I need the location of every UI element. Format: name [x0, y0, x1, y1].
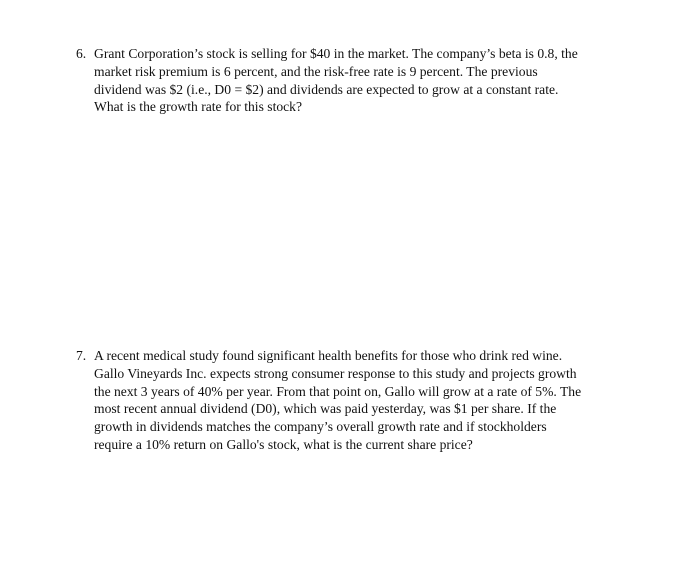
question-line: Grant Corporation’s stock is selling for $40 in the market. The company’s beta is 0.8, the	[94, 46, 578, 61]
question-text	[94, 45, 636, 116]
question-line: the next 3 years of 40% per year. From that point on, Gallo will grow at a rate of 5%. The	[94, 383, 582, 399]
question-line: A recent medical study found significant health benefits for those who drink red wine.	[94, 348, 563, 363]
question-7	[76, 347, 636, 454]
question-line: Gallo Vineyards Inc. expects strong consumer response to this study and projects growth	[94, 365, 577, 381]
question-line: What is the growth rate for this stock?	[94, 99, 303, 115]
question-number: 6.	[76, 46, 87, 61]
question-6	[76, 45, 636, 116]
question-line: most recent annual dividend (D0), which was paid yesterday, was $1 per share. If the	[94, 401, 557, 417]
question-line: dividend was $2 (i.e., D0 = $2) and dividends are expected to grow at a constant rate.	[94, 81, 559, 97]
question-number: 7.	[76, 348, 87, 363]
question-line: growth in dividends matches the company’s overall growth rate and if stockholders	[94, 419, 547, 435]
question-line: market risk premium is 6 percent, and the risk-free rate is 9 percent. The previous	[94, 63, 538, 79]
question-text	[94, 347, 636, 454]
question-line: require a 10% return on Gallo's stock, what is the current share price?	[94, 436, 473, 452]
